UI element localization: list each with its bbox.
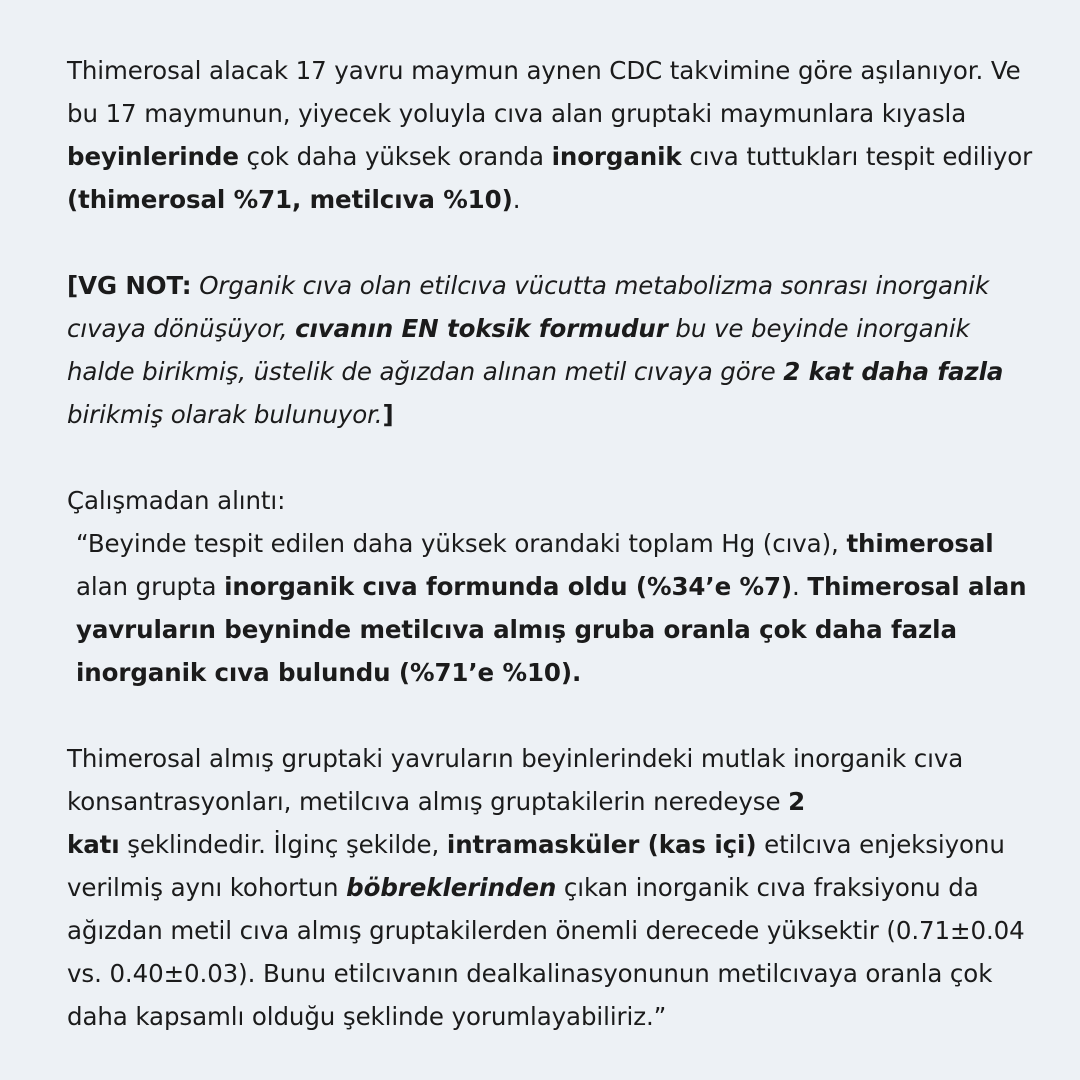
- bold-italic-text: cıvanın EN toksik formudur: [295, 314, 668, 343]
- text-run: çok daha yüksek oranda: [238, 142, 552, 171]
- note-label: [VG NOT:: [67, 271, 192, 300]
- text-run: alan grupta: [76, 572, 225, 601]
- bold-text: (thimerosal %71, metilcıva %10): [67, 185, 513, 214]
- text-run: Thimerosal almış gruptaki yavruların beyinlerindeki mutlak inorganik cıva konsantrasyonları, metilcıva almış gruptakilerin neredeyse: [67, 744, 964, 816]
- bold-text: inorganik: [551, 142, 682, 171]
- bold-text: beyinlerinde: [67, 142, 239, 171]
- paragraph-spacer: [67, 221, 1040, 264]
- italic-text: Organik cıva olan etilcıva vücutta metabolizma sonrası inorganik cıvaya dönüşüyor,: [67, 271, 990, 343]
- text-run: “Beyinde tespit edilen daha yüksek orandaki toplam Hg (cıva),: [76, 529, 847, 558]
- paragraph-spacer: [67, 436, 1040, 479]
- text-run: etilcıva enjeksiyonu verilmiş aynı kohortun: [67, 830, 1005, 902]
- note-close-bracket: ]: [382, 400, 394, 429]
- text-run: .: [512, 185, 521, 214]
- paragraph-study-intro: [67, 49, 1040, 221]
- text-run: çıkan inorganik cıva fraksiyonu da ağızdan metil cıva almış gruptakilerden önemli derecede yüksektir (0.71±0.04 vs. 0.40±0.03). Bunu etilcıvanın dealkalinasyonunun metilcıvaya oranla çok daha kapsamlı olduğu şeklinde yorumlayabiliriz.”: [67, 873, 1025, 1031]
- paragraph-quote: [67, 522, 1040, 694]
- bold-italic-text: 2 kat daha fazla: [783, 357, 1004, 386]
- bold-text: inorganik cıva formunda oldu (%34’e %7): [224, 572, 793, 601]
- bold-text: 2: [788, 787, 806, 816]
- paragraph-spacer: [67, 694, 1040, 737]
- quote-heading: Çalışmadan alıntı:: [67, 486, 286, 515]
- bold-text: Thimerosal alan yavruların beyninde metilcıva almış gruba oranla çok daha fazla inorganik cıva bulundu (%71’e %10).: [76, 572, 1027, 687]
- bold-text: thimerosal: [846, 529, 994, 558]
- text-run: Thimerosal alacak 17 yavru maymun aynen CDC takvimine göre aşılanıyor. Ve bu 17 maymunun, yiyecek yoluyla cıva alan gruptaki maymunlara kıyasla: [67, 56, 1021, 128]
- text-run: .: [792, 572, 808, 601]
- italic-text: bu ve beyinde inorganik halde birikmiş, üstelik de ağızdan alınan metil cıvaya göre: [67, 314, 970, 386]
- text-run: cıva tuttukları tespit ediliyor: [681, 142, 1033, 171]
- bold-italic-text: böbreklerinden: [346, 873, 557, 902]
- text-run: şeklindedir. İlginç şekilde,: [119, 830, 447, 859]
- paragraph-conclusion: [67, 737, 1040, 1038]
- paragraph-vg-note: [67, 264, 1040, 436]
- italic-text: birikmiş olarak bulunuyor.: [67, 400, 383, 429]
- bold-text: intramasküler (kas içi): [446, 830, 757, 859]
- bold-text: katı: [67, 830, 120, 859]
